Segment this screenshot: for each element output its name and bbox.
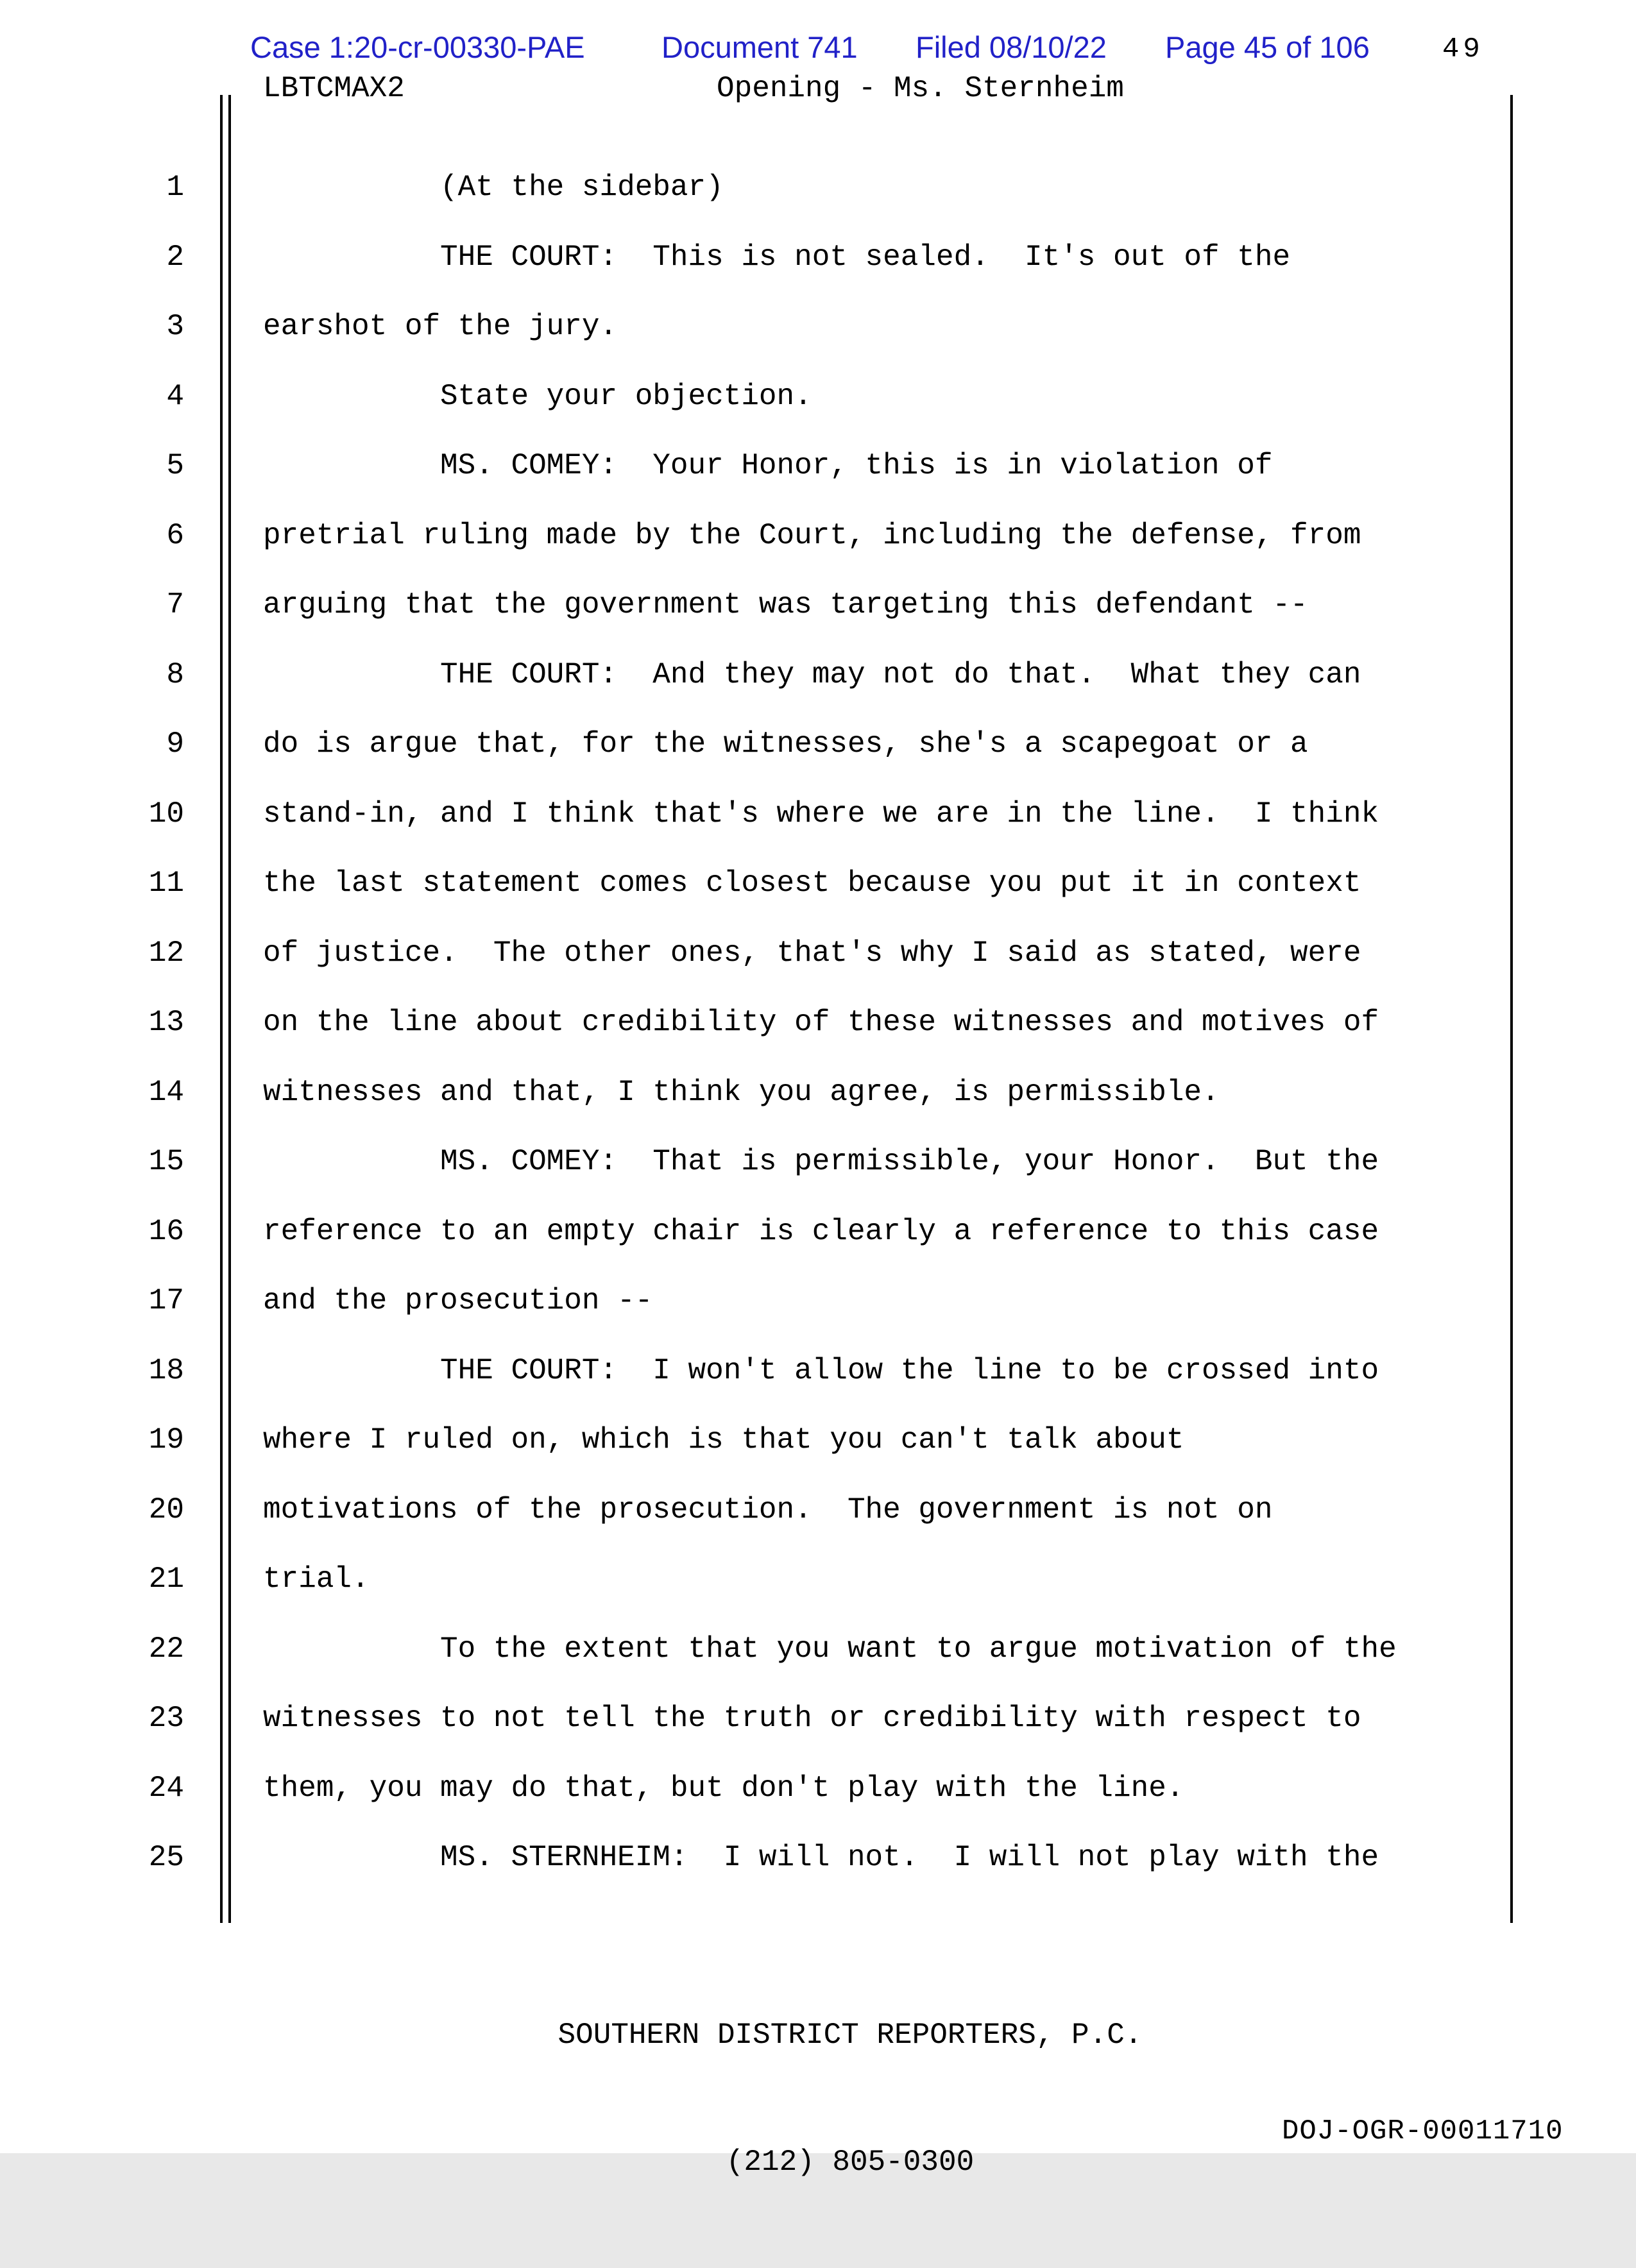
line-number: 20	[148, 1493, 184, 1527]
proceeding-title: Opening - Ms. Sternheim	[717, 72, 1124, 105]
line-text: THE COURT: I won't allow the line to be crossed into	[263, 1353, 1379, 1387]
transcript-line	[0, 501, 1636, 571]
line-number: 7	[166, 588, 184, 622]
line-number: 12	[148, 936, 184, 970]
transcript-line	[0, 1754, 1636, 1824]
transcript-line	[0, 223, 1636, 292]
stamp-filed-date: Filed 08/10/22	[916, 30, 1107, 64]
transcript-line	[0, 779, 1636, 849]
line-text: on the line about credibility of these witnesses and motives of	[263, 1006, 1379, 1039]
transcript-line	[0, 988, 1636, 1058]
reporter-name: SOUTHERN DISTRICT REPORTERS, P.C.	[558, 2018, 1143, 2052]
transcript-line	[0, 1684, 1636, 1754]
stamp-page-of: Page 45 of 106	[1165, 30, 1370, 64]
line-number: 21	[148, 1562, 184, 1596]
line-number: 4	[166, 379, 184, 413]
line-number: 2	[166, 240, 184, 274]
line-text: motivations of the prosecution. The government is not on	[263, 1493, 1273, 1527]
reporter-phone: (212) 805-0300	[726, 2145, 975, 2179]
line-number: 6	[166, 518, 184, 552]
line-text: To the extent that you want to argue motivation of the	[263, 1632, 1397, 1666]
transcript-line	[0, 1127, 1636, 1197]
line-text: trial.	[263, 1562, 370, 1596]
line-text: witnesses to not tell the truth or credibility with respect to	[263, 1702, 1361, 1735]
line-text: (At the sidebar)	[263, 171, 724, 204]
transcript-line	[0, 1405, 1636, 1475]
line-number: 17	[148, 1284, 184, 1317]
line-number: 10	[148, 797, 184, 831]
line-number: 18	[148, 1353, 184, 1387]
line-number: 25	[148, 1841, 184, 1874]
line-number: 15	[148, 1145, 184, 1178]
transcript-line	[0, 570, 1636, 640]
transcript-body	[0, 153, 1636, 1893]
line-text: reference to an empty chair is clearly a reference to this case	[263, 1214, 1379, 1248]
line-text: MS. COMEY: Your Honor, this is in violation of	[263, 449, 1273, 482]
line-text: witnesses and that, I think you agree, is permissible.	[263, 1075, 1220, 1109]
line-number: 16	[148, 1214, 184, 1248]
transcript-line	[0, 1475, 1636, 1545]
transcript-line	[0, 1266, 1636, 1336]
line-text: arguing that the government was targeting this defendant --	[263, 588, 1308, 622]
transcript-line	[0, 431, 1636, 501]
line-number: 19	[148, 1423, 184, 1457]
transcript-line	[0, 362, 1636, 432]
transcript-line	[0, 1197, 1636, 1267]
line-text: do is argue that, for the witnesses, she's a scapegoat or a	[263, 727, 1308, 761]
line-number: 14	[148, 1075, 184, 1109]
stamp-document: Document 741	[661, 30, 858, 64]
line-text: of justice. The other ones, that's why I said as stated, were	[263, 936, 1361, 970]
line-text: MS. COMEY: That is permissible, your Honor. But the	[263, 1145, 1379, 1178]
line-number: 3	[166, 310, 184, 343]
transcript-line	[0, 1336, 1636, 1406]
transcript-line	[0, 292, 1636, 362]
line-text: where I ruled on, which is that you can't talk about	[263, 1423, 1184, 1457]
transcript-line	[0, 709, 1636, 779]
line-text: and the prosecution --	[263, 1284, 653, 1317]
line-number: 13	[148, 1006, 184, 1039]
transcript-line	[0, 640, 1636, 710]
line-text: them, you may do that, but don't play with the line.	[263, 1771, 1184, 1805]
line-text: stand-in, and I think that's where we are in the line. I think	[263, 797, 1379, 831]
transcript-line	[0, 1544, 1636, 1614]
line-text: MS. STERNHEIM: I will not. I will not play with the	[263, 1841, 1379, 1874]
line-text: the last statement comes closest because you put it in context	[263, 867, 1361, 900]
line-number: 1	[166, 171, 184, 204]
stamp-case-number: Case 1:20-cr-00330-PAE	[250, 30, 585, 64]
transcript-line	[0, 153, 1636, 223]
transcript-line	[0, 1823, 1636, 1893]
line-text: THE COURT: This is not sealed. It's out of the	[263, 240, 1291, 274]
line-number: 11	[148, 867, 184, 900]
transcript-line	[0, 918, 1636, 988]
session-code: LBTCMAX2	[263, 72, 405, 105]
line-number: 9	[166, 727, 184, 761]
transcript-line	[0, 1058, 1636, 1128]
transcript-line	[0, 1614, 1636, 1684]
line-number: 22	[148, 1632, 184, 1666]
bates-number: DOJ-OGR-00011710	[1282, 2115, 1564, 2147]
line-number: 8	[166, 657, 184, 691]
transcript-page-number: 49	[1442, 33, 1484, 65]
line-text: pretrial ruling made by the Court, including the defense, from	[263, 518, 1361, 552]
line-text: THE COURT: And they may not do that. What they can	[263, 657, 1361, 691]
line-text: State your objection.	[263, 379, 812, 413]
transcript-line	[0, 849, 1636, 918]
line-text: earshot of the jury.	[263, 310, 618, 343]
line-number: 5	[166, 449, 184, 482]
line-number: 24	[148, 1771, 184, 1805]
reporter-footer	[128, 1929, 1572, 2268]
line-number: 23	[148, 1702, 184, 1735]
